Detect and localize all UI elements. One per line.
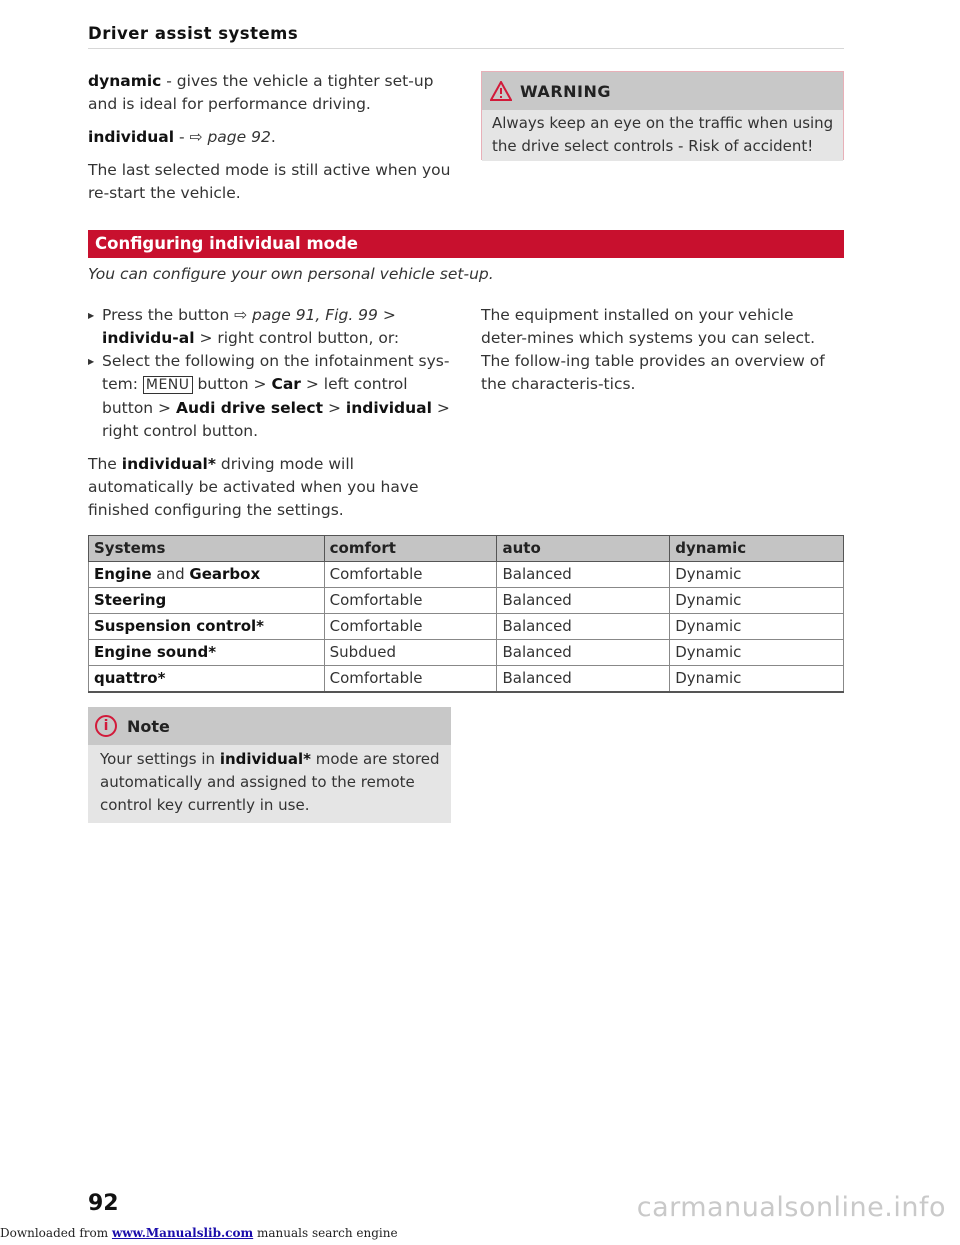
step-2: [88, 350, 458, 443]
table-row: [89, 588, 844, 614]
section-heading: Configuring individual mode: [88, 230, 844, 258]
col-header-systems: Systems: [89, 536, 325, 562]
table-row: [89, 562, 844, 588]
page-92-link[interactable]: ⇨ page 92: [189, 128, 271, 146]
dynamic-term: dynamic: [88, 72, 162, 90]
warning-header: [482, 72, 843, 110]
col-header-dynamic: dynamic: [670, 536, 844, 562]
auto-cell: Balanced: [497, 588, 670, 614]
system-engine: Engine: [94, 565, 152, 583]
step-1-pre: Press the button: [102, 306, 235, 324]
menu-key: MENU: [143, 376, 193, 394]
individual-separator: -: [174, 128, 190, 146]
auto-cell: Balanced: [497, 562, 670, 588]
warning-box: [481, 71, 844, 160]
note-text: [88, 745, 451, 823]
system-cell: [89, 562, 325, 588]
step-2-pre: Select the following on the infotainment sys-tem:: [102, 352, 450, 393]
warning-triangle-icon: [490, 81, 512, 101]
activation-post: driving mode will automatically be activated when you have finished configuring the settings.: [88, 455, 419, 519]
auto-cell: Balanced: [497, 614, 670, 640]
systems-table: [88, 535, 844, 693]
activation-paragraph: [88, 453, 458, 522]
comfort-cell: Comfortable: [324, 562, 497, 588]
system-cell: Engine sound*: [89, 640, 325, 666]
warning-title: WARNING: [520, 81, 611, 101]
col-header-auto: auto: [497, 536, 670, 562]
step-2-audi-drive-select: Audi drive select: [175, 399, 324, 417]
note-title: Note: [127, 716, 170, 736]
auto-cell: Balanced: [497, 666, 670, 693]
comfort-cell: Comfortable: [324, 666, 497, 693]
table-row: [89, 666, 844, 693]
activation-individual: individual*: [121, 455, 216, 473]
step-2-post: > right control button.: [102, 399, 450, 440]
table-row: [89, 640, 844, 666]
col-header-comfort: comfort: [324, 536, 497, 562]
dynamic-text: - gives the vehicle a tighter set-up and is ideal for performance driving.: [88, 72, 434, 113]
dynamic-cell: Dynamic: [670, 666, 844, 693]
header-divider: [88, 48, 844, 49]
manualslib-link[interactable]: www.Manualslib.com: [111, 1226, 254, 1240]
auto-cell: Balanced: [497, 640, 670, 666]
system-cell: Suspension control*: [89, 614, 325, 640]
note-pre: Your settings in: [100, 750, 220, 768]
individual-paragraph: [88, 126, 458, 149]
dynamic-cell: Dynamic: [670, 562, 844, 588]
system-cell: Steering: [89, 588, 325, 614]
step-1-mid: >: [377, 306, 396, 324]
dynamic-paragraph: [88, 70, 458, 116]
comfort-cell: Comfortable: [324, 588, 497, 614]
step-2-mid1: button >: [192, 375, 272, 393]
activation-pre: The: [88, 455, 122, 473]
footer-pre: Downloaded from: [0, 1226, 112, 1240]
note-box: [88, 707, 451, 817]
steps-block: [88, 304, 458, 522]
page-number: 92: [88, 1191, 119, 1216]
note-post: mode are stored automatically and assigned to the remote control key currently in use.: [100, 750, 440, 814]
step-1: [88, 304, 458, 350]
system-gearbox: Gearbox: [189, 565, 261, 583]
running-header: Driver assist systems: [88, 24, 299, 43]
info-icon: i: [95, 715, 117, 737]
note-header: [88, 707, 451, 745]
table-row: [89, 614, 844, 640]
footer-post: manuals search engine: [253, 1226, 398, 1240]
section-subtitle: You can configure your own personal vehicle set-up.: [88, 265, 494, 283]
warning-text: Always keep an eye on the traffic when using the drive select controls - Risk of accident!: [482, 110, 843, 161]
comfort-cell: Subdued: [324, 640, 497, 666]
watermark: carmanualsonline.info: [636, 1192, 946, 1223]
step-1-post: > right control button, or:: [194, 329, 400, 347]
step-2-individual: individual: [345, 399, 432, 417]
note-individual: individual*: [219, 750, 311, 768]
dynamic-cell: Dynamic: [670, 640, 844, 666]
individual-end: .: [270, 128, 276, 146]
step-2-mid3: >: [323, 399, 346, 417]
step-2-mid2: > left control button >: [102, 375, 408, 417]
dynamic-cell: Dynamic: [670, 588, 844, 614]
system-and: and: [151, 565, 190, 583]
comfort-cell: Comfortable: [324, 614, 497, 640]
last-mode-paragraph: The last selected mode is still active when you re-start the vehicle.: [88, 161, 451, 202]
table-header-row: [89, 536, 844, 562]
individual-term: individual: [88, 128, 175, 146]
equipment-paragraph: The equipment installed on your vehicle deter-mines which systems you can select. The follow-ing table provides an overview of the characteris-tics.: [481, 306, 825, 393]
fig-99-link[interactable]: ⇨ page 91, Fig. 99: [234, 306, 378, 324]
dynamic-cell: Dynamic: [670, 614, 844, 640]
system-cell: quattro*: [89, 666, 325, 693]
step-2-car: Car: [271, 375, 301, 393]
intro-block: [88, 70, 458, 205]
step-1-individual: individu-al: [102, 329, 195, 347]
